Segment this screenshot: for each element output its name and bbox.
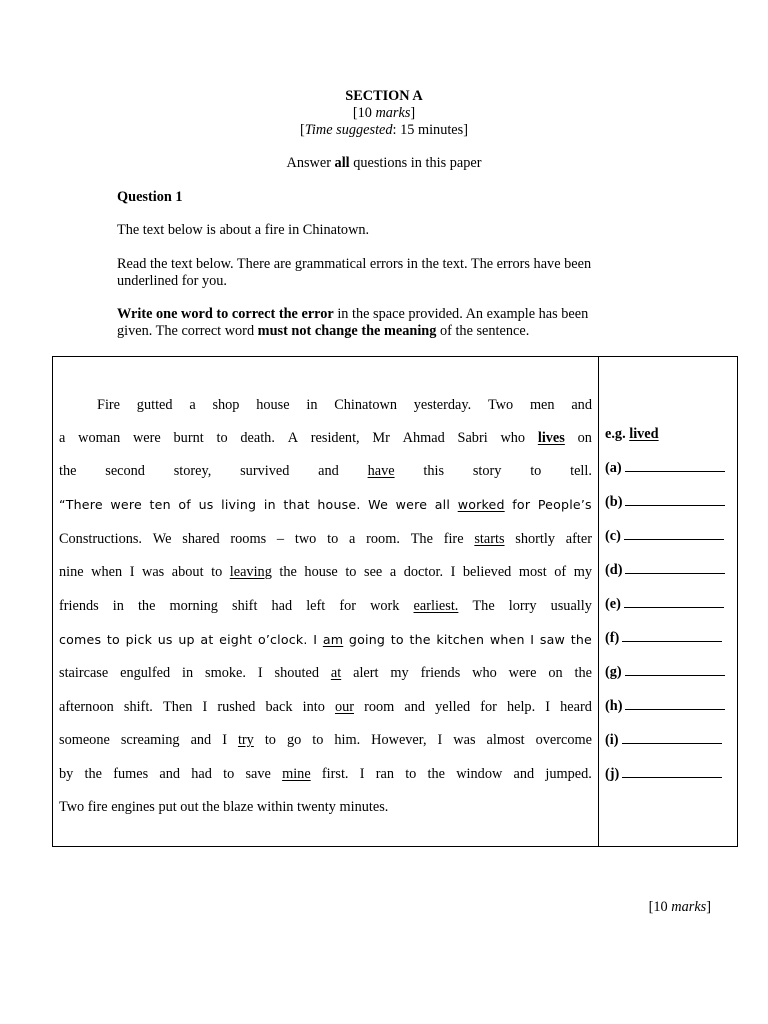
passage-word: the	[279, 564, 297, 580]
passage-word: the	[59, 463, 77, 479]
passage-word: nine	[59, 564, 84, 580]
passage-word: on	[548, 665, 563, 681]
passage-word: lorry	[508, 598, 537, 614]
passage-line	[59, 461, 592, 481]
passage-word: after	[565, 531, 592, 547]
passage-word: to	[211, 564, 223, 580]
answer-row	[605, 560, 733, 580]
passage-word: saw	[539, 632, 566, 647]
answer-blank[interactable]	[622, 730, 722, 744]
passage-word: Ahmad	[402, 430, 445, 446]
passage-word: about	[171, 564, 204, 580]
passage-word: The	[410, 531, 433, 547]
passage-word: pick	[125, 632, 153, 647]
passage-word: Chinatown	[334, 397, 397, 413]
passage-word: were	[110, 497, 142, 512]
passage-line	[59, 495, 592, 515]
passage-word: to	[327, 531, 339, 547]
passage-word: –	[276, 531, 285, 547]
total-marks-number: 10	[653, 899, 668, 915]
passage-word: shortly	[515, 531, 556, 547]
passage-word: afternoon	[59, 699, 114, 715]
passage-word: gutted	[136, 397, 173, 413]
time-value: 15 minutes	[400, 122, 464, 138]
passage-word: the	[137, 598, 156, 614]
passage-word: Then	[162, 699, 193, 715]
passage-word: in	[306, 397, 318, 413]
passage-word: friends	[59, 598, 99, 614]
passage-word: see	[364, 564, 383, 580]
passage-word: fumes	[113, 766, 149, 782]
passage-word: I	[530, 632, 535, 647]
passage-word: room	[364, 699, 395, 715]
passage-line	[59, 529, 592, 549]
error-word: try	[237, 732, 254, 748]
answer-label: (f)	[605, 630, 620, 646]
passage-word: house	[256, 397, 290, 413]
answer-label: (c)	[605, 528, 621, 544]
passage-word: two	[294, 531, 317, 547]
passage-word: and	[513, 766, 535, 782]
error-word: have	[367, 463, 395, 479]
answer-blank[interactable]	[624, 594, 724, 608]
passage-word: “There	[59, 497, 103, 512]
passage-word: I	[222, 732, 227, 748]
passage-word: the	[84, 766, 102, 782]
passage-word: I	[545, 699, 551, 715]
answer-row	[605, 730, 733, 750]
passage-word: and	[404, 699, 426, 715]
question-title: Question 1	[117, 189, 183, 205]
passage-word: on	[577, 430, 592, 446]
read-instruction	[117, 256, 647, 290]
passage-word: screaming	[120, 732, 180, 748]
passage-word: who	[500, 430, 526, 446]
passage-word: resident,	[310, 430, 360, 446]
passage-word: a	[389, 564, 397, 580]
passage-word: alert	[353, 665, 379, 681]
passage-word: I	[313, 632, 318, 647]
passage-word: shouted	[274, 665, 319, 681]
passage-word: jumped.	[545, 766, 592, 782]
passage-word: him.	[334, 732, 361, 748]
passage-line-last: Two fire engines put out the blaze within twenty minutes.	[59, 799, 389, 815]
answer-row	[605, 628, 733, 648]
box-divider	[598, 356, 599, 847]
passage-word: storey,	[173, 463, 212, 479]
answer-label: (i)	[605, 732, 619, 748]
time-suggested: [Time suggested: 15 minutes]	[300, 122, 468, 138]
passage-word: that	[283, 497, 310, 512]
passage-word: burnt	[173, 430, 204, 446]
passage-word: window	[456, 766, 503, 782]
passage-line	[59, 428, 592, 448]
passage-word: shift.	[123, 699, 153, 715]
answer-label: (g)	[605, 664, 622, 680]
passage-word: rushed	[217, 699, 256, 715]
answer-row	[605, 662, 733, 682]
example-label: e.g.	[605, 426, 630, 442]
passage-word: for	[339, 598, 356, 614]
passage-word: morning	[169, 598, 218, 614]
passage-word: I	[202, 699, 208, 715]
passage-word: A	[287, 430, 299, 446]
passage-word: by	[59, 766, 74, 782]
passage-word: eight	[219, 632, 253, 647]
write-instruction	[117, 306, 647, 340]
answer-label: (j)	[605, 766, 620, 782]
passage-word: and	[318, 463, 339, 479]
total-marks-word: marks	[671, 899, 707, 915]
passage-word: overcome	[535, 732, 592, 748]
passage-word: us	[157, 632, 173, 647]
section-marks: [10 marks]	[352, 105, 416, 121]
passage-word: shared	[182, 531, 220, 547]
write-line-2	[117, 323, 647, 340]
passage-word: to	[390, 632, 404, 647]
passage-word: someone	[59, 732, 110, 748]
passage-word: room.	[366, 531, 400, 547]
passage-line	[59, 764, 592, 784]
passage-word: smoke.	[205, 665, 246, 681]
passage-word: shift	[232, 598, 258, 614]
passage-word: almost	[486, 732, 525, 748]
passage-word: I	[257, 665, 263, 681]
passage-word: survived	[240, 463, 290, 479]
passage-word: to	[345, 564, 357, 580]
passage-word: for	[480, 699, 497, 715]
passage-word: of	[178, 497, 191, 512]
passage-word: and	[159, 766, 181, 782]
answer-blank[interactable]	[624, 526, 724, 540]
passage-word: all	[434, 497, 451, 512]
section-title: SECTION A	[345, 88, 423, 104]
passage-word: a	[349, 531, 356, 547]
answer-row	[605, 492, 733, 512]
passage-word: to	[216, 430, 228, 446]
passage-word: the	[409, 632, 431, 647]
passage-word: staircase	[59, 665, 109, 681]
error-word: at	[330, 665, 342, 681]
passage-word: People’s	[537, 497, 592, 512]
passage-word: and	[190, 732, 212, 748]
passage-word: for	[512, 497, 531, 512]
passage-word: going	[348, 632, 386, 647]
passage-word: first.	[321, 766, 349, 782]
instruction-post: questions in this paper	[349, 155, 482, 171]
passage-word: a	[59, 430, 66, 446]
passage-word: in	[263, 497, 276, 512]
passage-word: the	[570, 632, 592, 647]
passage-word: o’clock.	[257, 632, 308, 647]
instruction-pre: Answer	[286, 155, 335, 171]
answer-label: (b)	[605, 494, 623, 510]
passage-word: story	[472, 463, 502, 479]
passage-word: I	[450, 564, 456, 580]
answer-blank[interactable]	[625, 560, 725, 574]
error-word: our	[334, 699, 355, 715]
passage-word: Two	[487, 397, 514, 413]
passage-word: We	[368, 497, 389, 512]
passage-word: I	[437, 732, 443, 748]
answer-row	[605, 526, 733, 546]
passage-line	[59, 630, 592, 650]
passage-line	[59, 730, 592, 750]
passage-word: were	[508, 665, 537, 681]
answer-blank[interactable]	[625, 492, 725, 506]
passage-word: up	[178, 632, 195, 647]
passage-word: house	[304, 564, 338, 580]
passage-word: the	[574, 665, 592, 681]
time-label: Time suggested	[304, 122, 393, 138]
answer-label: (e)	[605, 596, 621, 612]
answer-row	[605, 696, 733, 716]
passage-word: Constructions.	[59, 531, 143, 547]
passage-word: into	[302, 699, 325, 715]
passage-word: engulfed	[120, 665, 171, 681]
answer-label: (a)	[605, 460, 622, 476]
answer-row	[605, 594, 733, 614]
write-bold-1: Write one word to correct the error	[117, 306, 334, 322]
passage-word: I	[359, 766, 365, 782]
passage-word: was	[142, 564, 165, 580]
passage-word: living	[221, 497, 257, 512]
answer-blank[interactable]	[625, 458, 725, 472]
passage-word: my	[573, 564, 592, 580]
passage-word: left	[306, 598, 326, 614]
answer-label: (h)	[605, 698, 623, 714]
answer-blank[interactable]	[625, 662, 725, 676]
passage-word: at	[200, 632, 214, 647]
passage-word: The	[472, 598, 495, 614]
passage-word: kitchen	[436, 632, 485, 647]
passage-line	[59, 663, 592, 683]
read-line-1: Read the text below. There are grammatical errors in the text. The errors have been	[117, 256, 592, 272]
example-answer	[605, 424, 733, 444]
passage-word: back	[265, 699, 293, 715]
instruction	[0, 155, 768, 172]
question-intro: The text below is about a fire in Chinatown.	[117, 222, 370, 238]
passage-word: yesterday.	[413, 397, 472, 413]
passage-word: We	[152, 531, 172, 547]
passage-word: comes	[59, 632, 102, 647]
passage-word: to	[530, 463, 542, 479]
passage-word: house.	[317, 497, 361, 512]
answer-blank[interactable]	[622, 628, 722, 642]
answer-row	[605, 764, 733, 784]
passage-word: tell.	[570, 463, 592, 479]
passage-word: of	[554, 564, 567, 580]
passage-word: when	[489, 632, 525, 647]
passage-word: when	[91, 564, 123, 580]
passage-word: us	[198, 497, 214, 512]
passage-word: work	[370, 598, 400, 614]
passage-word: fire	[443, 531, 464, 547]
passage-word: the	[427, 766, 446, 782]
passage-word: had	[271, 598, 293, 614]
error-word: starts	[474, 531, 505, 547]
instruction-bold: all	[334, 155, 350, 171]
passage-word: shop	[212, 397, 240, 413]
passage-word: doctor.	[403, 564, 444, 580]
error-word: leaving	[229, 564, 272, 580]
error-word: mine	[282, 766, 311, 782]
passage-word: ran	[375, 766, 394, 782]
read-line-2: underlined for you.	[117, 273, 227, 289]
passage-word: Mr	[372, 430, 390, 446]
marks-number: 10	[357, 105, 372, 121]
passage-word: in	[112, 598, 124, 614]
passage-word: death.	[240, 430, 275, 446]
passage-line	[59, 596, 592, 616]
write-line2-pre: given. The correct word	[117, 323, 258, 339]
answer-row	[605, 458, 733, 478]
passage-word: go	[286, 732, 302, 748]
passage-word: who	[472, 665, 497, 681]
passage-word: to	[405, 766, 417, 782]
passage-word: men	[529, 397, 555, 413]
error-word: worked	[457, 497, 505, 512]
passage-word: in	[182, 665, 194, 681]
passage-word: were	[395, 497, 428, 512]
write-line-1	[117, 306, 647, 323]
passage-word: a	[189, 397, 196, 413]
passage-word: friends	[420, 665, 461, 681]
passage-word: were	[132, 430, 161, 446]
passage-word: to	[106, 632, 120, 647]
passage-word: rooms	[230, 531, 267, 547]
passage-line	[59, 697, 592, 717]
error-word: am	[322, 632, 344, 647]
passage-word: second	[105, 463, 145, 479]
passage-word: woman	[78, 430, 121, 446]
passage-word: this	[423, 463, 445, 479]
passage-word: I	[129, 564, 135, 580]
passage-line	[59, 562, 592, 582]
error-word: lives	[537, 430, 565, 446]
passage-word: to	[223, 766, 235, 782]
passage-word: my	[390, 665, 409, 681]
passage-word: save	[245, 766, 271, 782]
passage-word: ten	[149, 497, 171, 512]
answer-blank[interactable]	[625, 696, 725, 710]
passage-word: had	[191, 766, 212, 782]
answer-label: (d)	[605, 562, 623, 578]
passage-word: believed	[462, 564, 512, 580]
answer-blank[interactable]	[622, 764, 722, 778]
passage-word: Sabri	[457, 430, 488, 446]
passage-word: Fire	[97, 397, 121, 413]
passage-line	[97, 395, 592, 415]
passage-word: was	[453, 732, 476, 748]
passage-word: yelled	[435, 699, 471, 715]
total-marks: [10 marks]	[648, 899, 711, 915]
passage-word: to	[312, 732, 324, 748]
write-bold-2: must not change the meaning	[257, 323, 437, 339]
passage-word: help.	[506, 699, 536, 715]
marks-word: marks	[375, 105, 411, 121]
passage-word: and	[571, 397, 592, 413]
example-value: lived	[629, 426, 659, 442]
error-word: earliest.	[413, 598, 459, 614]
passage-word: heard	[560, 699, 592, 715]
passage-word: most	[518, 564, 547, 580]
write-rest-1: in the space provided. An example has been	[333, 306, 589, 322]
passage-word: usually	[550, 598, 592, 614]
passage-word: However,	[371, 732, 427, 748]
write-line2-post: of the sentence.	[436, 323, 530, 339]
passage-word: to	[264, 732, 276, 748]
